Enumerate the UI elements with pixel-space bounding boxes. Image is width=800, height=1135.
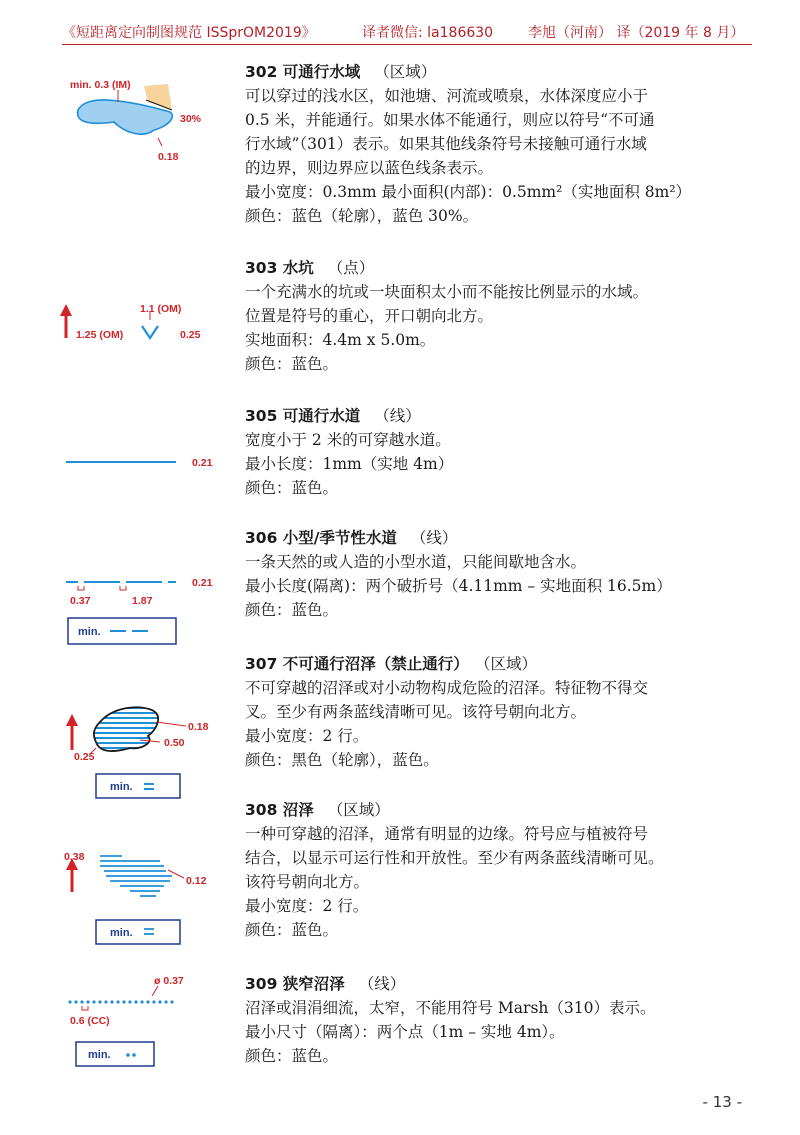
label-line-spacing: 0.50 [164,737,185,749]
entry-title: 305 可通行水道 （线） [245,407,421,425]
label-dot-spacing: 0.6 (CC) [70,1015,110,1027]
min-size-frame [96,920,180,944]
entry-line: 一条天然的或人造的小型水道，只能间歇地含水。 [245,553,587,571]
entry-title: 306 小型/季节性水道 （线） [245,529,458,547]
page-header [62,14,752,45]
label-waterhole-width: 1.1 (OM) [140,303,182,315]
dotted-marsh-line [68,1000,173,1003]
symbol-302-passable-water [60,78,230,168]
entry-line: 颜色：蓝色。 [245,921,339,939]
entry-title: 302 可通行水域 （区域） [245,63,437,81]
entry-line: 一个充满水的坑或一块面积太小而不能按比例显示的水域。 [245,283,649,301]
label-line-width: 0.21 [192,457,213,469]
page-number: - 13 - [702,1093,742,1111]
entry-line: 不可穿越的沼泽或对小动物构成危险的沼泽。特征物不得交 [245,679,649,697]
label-min-width: min. 0.3 (IM) [70,79,131,91]
min-label: min. [78,626,101,638]
entry-line: 0.5 米，并能通行。如果水体不能通行，则应以符号“不可通 [245,111,655,129]
label-line-spacing: 0.38 [64,851,85,863]
entry-line: 可以穿过的浅水区，如池塘、河流或喷泉，水体深度应小于 [245,87,649,105]
entry-line: 最小宽度：2 行。 [245,727,369,745]
entry-line: 颜色：蓝色（轮廓），蓝色 30%。 [245,207,479,225]
label-dash: 1.87 [132,595,153,607]
entry-308 [245,798,765,942]
label-gap: 0.37 [70,595,91,607]
entry-306 [245,526,765,622]
entry-line: 一种可穿越的沼泽，通常有明显的边缘。符号应与植被符号 [245,825,649,843]
entry-302 [245,60,765,228]
label-outline-width: 0.18 [158,151,179,163]
entry-title: 307 不可通行沼泽（禁止通行） （区域） [245,655,538,673]
entry-title: 308 沼泽 （区域） [245,801,390,819]
entry-title: 309 狭窄沼泽 （线） [245,975,406,993]
entry-line: 该符号朝向北方。 [245,873,370,891]
label-waterhole-line: 0.25 [180,329,201,341]
entry-line: 沼泽或涓涓细流，太窄，不能用符号 Marsh（310）表示。 [245,999,656,1017]
entry-line: 颜色：蓝色。 [245,1047,339,1065]
header-title: 《短距离定向制图规范 ISSprOM2019》 [62,25,316,41]
entry-303 [245,256,765,376]
label-line-width: 0.25 [74,751,95,763]
entry-line: 最小长度：1mm（实地 4m） [245,455,454,473]
min-label: min. [110,927,133,939]
entry-title: 303 水坑 （点） [245,259,375,277]
symbol-306-seasonal-watercourse [60,572,230,652]
entry-line: 最小宽度：0.3mm 最小面积(内部)：0.5mm²（实地面积 8m²） [245,183,692,201]
symbol-308-marsh [60,846,230,946]
entry-line: 宽度小于 2 米的可穿越水道。 [245,431,451,449]
label-dot-diameter: ø 0.37 [154,975,184,987]
symbol-307-uncrossable-marsh [60,700,230,800]
entry-line: 颜色：蓝色。 [245,355,339,373]
symbol-303-waterhole [60,300,230,350]
min-label: min. [88,1049,111,1061]
label-line-width: 0.21 [192,577,213,589]
entry-line: 颜色：蓝色。 [245,479,339,497]
entry-line: 颜色：蓝色。 [245,601,339,619]
entry-line: 实地面积：4.4m x 5.0m。 [245,331,436,349]
marsh-lines [100,856,172,896]
entry-line: 结合，以显示可运行性和开放性。至少有两条蓝线清晰可见。 [245,849,664,867]
entry-line: 颜色：黑色（轮廓），蓝色。 [245,751,439,769]
entry-309 [245,972,765,1068]
entry-305 [245,404,765,500]
min-size-frame [96,774,180,798]
header-wechat: 译者微信: la186630 [362,25,494,41]
entry-line: 最小尺寸（隔离）：两个点（1m – 实地 4m）。 [245,1023,565,1041]
entry-line: 最小宽度：2 行。 [245,897,369,915]
entry-line: 的边界，则边界应以蓝色线条表示。 [245,159,494,177]
header-translator: 李旭（河南） 译（2019 年 8 月） [528,25,745,41]
entry-line: 最小长度(隔离)：两个破折号（4.11mm – 实地面积 16.5m） [245,577,672,595]
symbol-309-narrow-marsh [60,972,230,1072]
entry-307 [245,652,765,772]
entry-line: 位置是符号的重心，开口朝向北方。 [245,307,494,325]
min-label: min. [110,781,133,793]
label-line-width: 0.12 [186,875,207,887]
symbol-305-passable-watercourse [60,452,230,472]
label-outline-width: 0.18 [188,721,209,733]
label-waterhole-height: 1.25 (OM) [76,329,124,341]
label-fill-percent: 30% [180,113,202,125]
entry-line: 行水域”（301）表示。如果其他线条符号未接触可通行水域 [245,135,647,153]
entry-line: 叉。至少有两条蓝线清晰可见。该符号朝向北方。 [245,703,587,721]
waterhole-v-mark [142,326,158,338]
